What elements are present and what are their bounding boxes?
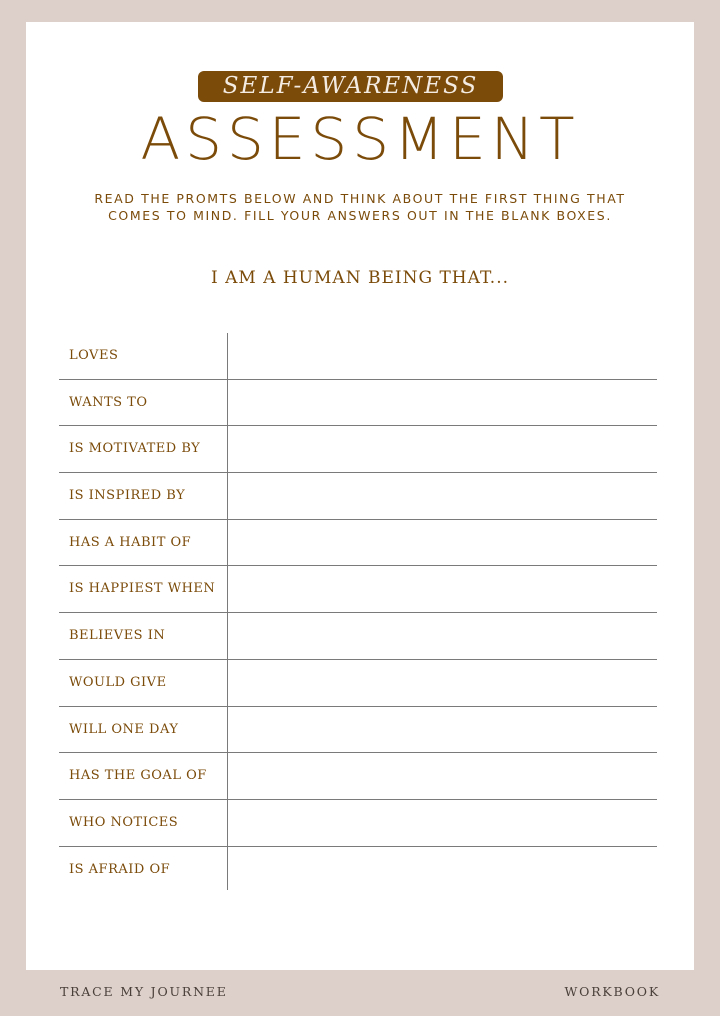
- table-row: [59, 520, 657, 567]
- prompt-table: [59, 333, 657, 893]
- table-row: [59, 800, 657, 847]
- prompt-label: IS MOTIVATED BY: [69, 441, 201, 457]
- self-awareness-badge: SELF-AWARENESS: [198, 71, 503, 102]
- answer-box[interactable]: [229, 426, 657, 471]
- prompt-label: IS HAPPIEST WHEN: [69, 581, 216, 597]
- table-row: [59, 707, 657, 754]
- table-row: [59, 380, 657, 427]
- prompt-label: WHO NOTICES: [69, 814, 179, 830]
- table-row: [59, 566, 657, 613]
- prompt-label: WILL ONE DAY: [69, 721, 179, 737]
- table-row: [59, 753, 657, 800]
- table-row: [59, 613, 657, 660]
- worksheet-page: [26, 22, 694, 970]
- footer-workbook-label: WORKBOOK: [564, 984, 660, 999]
- prompt-label: WOULD GIVE: [69, 674, 167, 690]
- table-row: [59, 333, 657, 380]
- answer-box[interactable]: [229, 753, 657, 798]
- answer-box[interactable]: [229, 800, 657, 845]
- table-row: [59, 473, 657, 520]
- prompt-label: HAS THE GOAL OF: [69, 768, 207, 784]
- table-row: [59, 660, 657, 707]
- footer-brand: TRACE MY JOURNEE: [60, 984, 228, 999]
- answer-box[interactable]: [229, 660, 657, 705]
- instructions-text: READ THE PROMTS BELOW AND THINK ABOUT THE FIRST THING THAT COMES TO MIND. FILL YOUR ANSWERS OUT IN THE BLANK BOXES.: [94, 191, 626, 223]
- table-row: [59, 847, 657, 894]
- answer-box[interactable]: [229, 707, 657, 752]
- prompt-label: HAS A HABIT OF: [69, 534, 192, 550]
- prompt-label: BELIEVES IN: [69, 628, 166, 644]
- prompt-label: LOVES: [69, 348, 119, 363]
- prompt-label: IS INSPIRED BY: [69, 488, 186, 504]
- answer-box[interactable]: [229, 520, 657, 565]
- prompt-label: WANTS TO: [69, 394, 148, 410]
- page-title: ASSESSMENT: [140, 105, 580, 173]
- answer-box[interactable]: [229, 847, 657, 892]
- answer-box[interactable]: [229, 473, 657, 518]
- answer-box[interactable]: [229, 380, 657, 425]
- prompt-label: IS AFRAID OF: [69, 861, 171, 877]
- answer-box[interactable]: [229, 613, 657, 658]
- answer-box[interactable]: [229, 566, 657, 611]
- section-subtitle: I AM A HUMAN BEING THAT...: [210, 268, 510, 288]
- table-row: [59, 426, 657, 473]
- answer-box[interactable]: [229, 333, 657, 378]
